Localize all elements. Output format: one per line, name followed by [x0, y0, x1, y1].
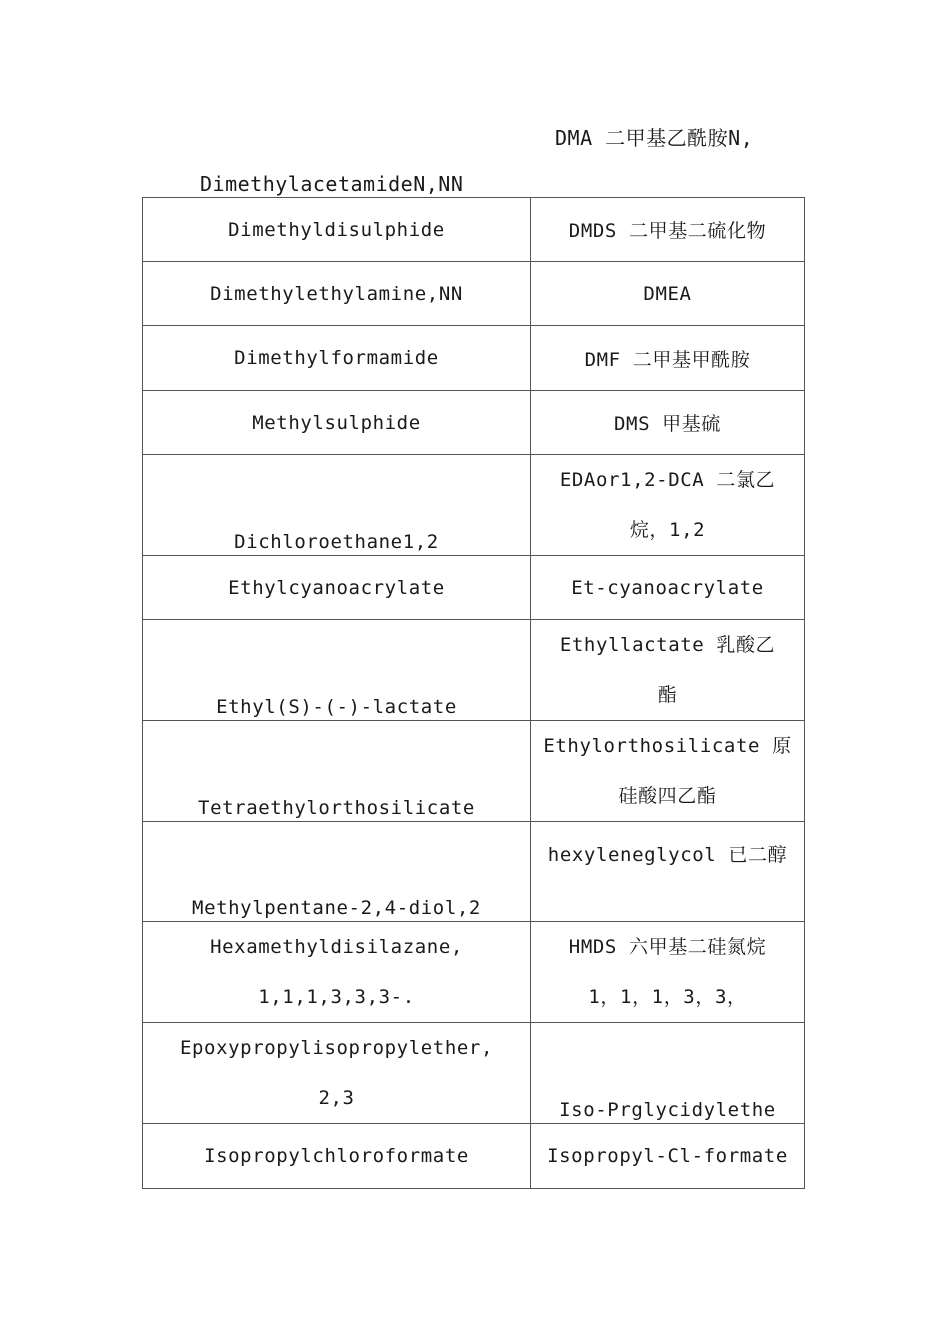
- abbreviation-cell: [531, 455, 805, 556]
- chemical-name-cell: Ethyl(S)-(-)-lactate: [143, 620, 531, 721]
- table-row: [143, 556, 805, 620]
- chemical-name-cell: Dichloroethane1,2: [143, 455, 531, 556]
- abbreviation-line-1: HMDS 六甲基二硅氮烷: [568, 936, 767, 958]
- abbreviation-cell: DMDS 二甲基二硫化物: [531, 198, 805, 262]
- abbreviation-line-1: Ethyllactate 乳酸乙: [559, 634, 776, 656]
- chemical-name-cell: [143, 922, 531, 1023]
- table-row: [143, 326, 805, 391]
- table-row: [143, 1023, 805, 1124]
- abbreviation-line-2: 1，1，1，3，3，: [588, 986, 747, 1008]
- table-row: [143, 822, 805, 922]
- abbreviation-cell: Et-cyanoacrylate: [531, 556, 805, 620]
- table-row: [143, 391, 805, 455]
- abbreviation-line-2: 酯: [657, 684, 678, 706]
- table-row: [143, 1124, 805, 1189]
- abbreviation-line-2: 硅酸四乙酯: [618, 785, 717, 807]
- abbreviation-line-1: Ethylorthosilicate 原: [543, 735, 792, 757]
- table-row: [143, 198, 805, 262]
- abbreviation-line-1: EDAor1,2-DCA 二氯乙: [559, 469, 776, 491]
- chemical-name-cell: [143, 1023, 531, 1124]
- chemical-name-line-1: Epoxypropylisopropylether,: [179, 1037, 493, 1059]
- abbreviation-cell: [531, 620, 805, 721]
- chemical-name-cell: Tetraethylorthosilicate: [143, 721, 531, 822]
- abbreviation-cell: DMF 二甲基甲酰胺: [531, 326, 805, 391]
- abbreviation-cell: DMEA: [531, 262, 805, 326]
- chemical-name-cell: Methylpentane-2,4-diol,2: [143, 822, 531, 922]
- chemical-name-cell: Isopropylchloroformate: [143, 1124, 531, 1189]
- table-row: [143, 721, 805, 822]
- chemical-name-cell: Dimethyldisulphide: [143, 198, 531, 262]
- chemical-name-line-2: 2,3: [318, 1087, 355, 1109]
- abbreviation-cell: DMS 甲基硫: [531, 391, 805, 455]
- abbreviation-cell: Iso-Prglycidylethe: [531, 1023, 805, 1124]
- chemical-name-cell: Ethylcyanoacrylate: [143, 556, 531, 620]
- abbreviation-cell: Isopropyl-Cl-formate: [531, 1124, 805, 1189]
- chemical-name-cell: Methylsulphide: [143, 391, 531, 455]
- table-row: [143, 455, 805, 556]
- table-row: [143, 620, 805, 721]
- header-right-text: DMA 二甲基乙酰胺N,: [555, 126, 754, 150]
- abbreviation-line-2: 烷，1,2: [629, 519, 706, 541]
- chemical-name-cell: Dimethylformamide: [143, 326, 531, 391]
- header-left-text: DimethylacetamideN,NN: [200, 172, 464, 196]
- chemical-name-line-2: 1,1,1,3,3,3-.: [258, 986, 415, 1008]
- abbreviation-cell: [531, 721, 805, 822]
- chemical-name-line-1: Hexamethyldisilazane,: [210, 936, 463, 958]
- chemical-name-cell: Dimethylethylamine,NN: [143, 262, 531, 326]
- table-row: [143, 262, 805, 326]
- abbreviation-cell: hexyleneglycol 已二醇: [531, 822, 805, 922]
- chemical-table: [142, 197, 805, 1189]
- table-row: [143, 922, 805, 1023]
- abbreviation-cell: [531, 922, 805, 1023]
